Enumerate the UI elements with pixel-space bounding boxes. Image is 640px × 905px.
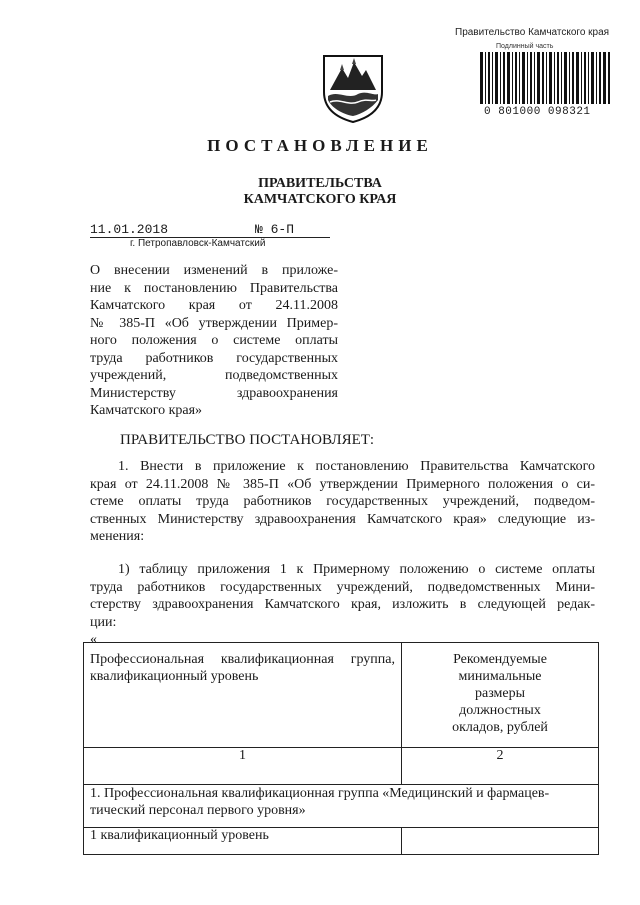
col2-number: 2: [402, 748, 599, 785]
paragraph-line: менения:: [90, 529, 145, 544]
header-organization: Правительство Камчатского края: [455, 27, 610, 38]
paragraph-2: [90, 561, 595, 631]
subject-line: Министерству здравоохранения: [90, 385, 338, 401]
subject-line: учреждений, подведомственных: [90, 368, 338, 383]
barcode-number: 0 801000 098321: [484, 106, 591, 118]
paragraph-1: [90, 458, 595, 546]
level-value-cell: [402, 828, 599, 855]
quote-mark: «: [90, 632, 97, 647]
document-number: № 6-П: [255, 222, 295, 237]
document-date: 11.01.2018: [90, 222, 169, 237]
salary-table: [83, 642, 599, 855]
issuer-line-2: КАМЧАТСКОГО КРАЯ: [243, 192, 397, 207]
subject-line: О внесении изменений в приложе-: [90, 263, 338, 278]
paragraph-line: края от 24.11.2008 № 385-П «Об утверждении Примерного положения о си-: [90, 476, 595, 492]
col2-header-line: окладов, рублей: [452, 720, 548, 735]
subject-line: труда работников государственных: [90, 350, 338, 366]
paragraph-line: стерству здравоохранения Камчатского края, изложить в следующей редак-: [90, 597, 595, 612]
barcode-label: Подлинный часть: [496, 43, 554, 50]
barcode-icon: [478, 52, 613, 114]
col2-header-line: должностных: [459, 703, 541, 718]
subject-line: Камчатского края»: [90, 403, 203, 418]
paragraph-line: ственных Министерству здравоохранения Камчатского края» следующие из-: [90, 511, 595, 527]
subject-line: № 385-П «Об утверждении Пример-: [90, 315, 338, 331]
document-type: ПОСТАНОВЛЕНИЕ: [207, 136, 433, 155]
subject-line: Камчатского края от 24.11.2008: [90, 298, 338, 313]
group-cell: 1. Профессиональная квалификационная группа «Медицинский и фармацев-тический персонал первого уровня»: [84, 785, 599, 828]
paragraph-line: труда работников государственных учреждений, подведомственных Мини-: [90, 579, 595, 595]
level-cell: 1 квалификационный уровень: [84, 828, 402, 855]
subject-line: ного положения о системе оплаты: [90, 333, 338, 348]
subject-line: ние к постановлению Правительства: [90, 280, 338, 296]
paragraph-line: 1. Внести в приложение к постановлению Правительства Камчатского: [118, 459, 595, 474]
paragraph-line: стеме оплаты труда работников государственных учреждений, подведом-: [90, 494, 595, 509]
table-row: [84, 748, 599, 785]
kamchatka-emblem-icon: [318, 52, 388, 124]
col2-header-line: размеры: [474, 686, 526, 701]
document-city: г. Петропавловск-Камчатский: [130, 238, 266, 249]
table-row: [84, 785, 599, 828]
decree-heading: ПРАВИТЕЛЬСТВО ПОСТАНОВЛЯЕТ:: [120, 432, 375, 448]
table-header-row: [84, 643, 599, 748]
col1-header-line: квалификационный уровень: [90, 669, 259, 684]
document-subject: [90, 262, 338, 420]
col1-header-line: Профессиональная квалификационная группа,: [90, 652, 395, 667]
barcode: [478, 43, 613, 126]
col2-header: [402, 643, 599, 748]
col1-header: [84, 643, 402, 748]
issuer-line-1: ПРАВИТЕЛЬСТВА: [258, 176, 382, 191]
paragraph-line: 1) таблицу приложения 1 к Примерному положению о системе оплаты: [118, 562, 595, 577]
col2-header-line: минимальные: [458, 669, 542, 684]
table-row: [84, 828, 599, 855]
paragraph-line: ции:: [90, 614, 117, 630]
col2-header-line: Рекомендуемые: [453, 652, 547, 667]
col1-number: 1: [84, 748, 402, 785]
